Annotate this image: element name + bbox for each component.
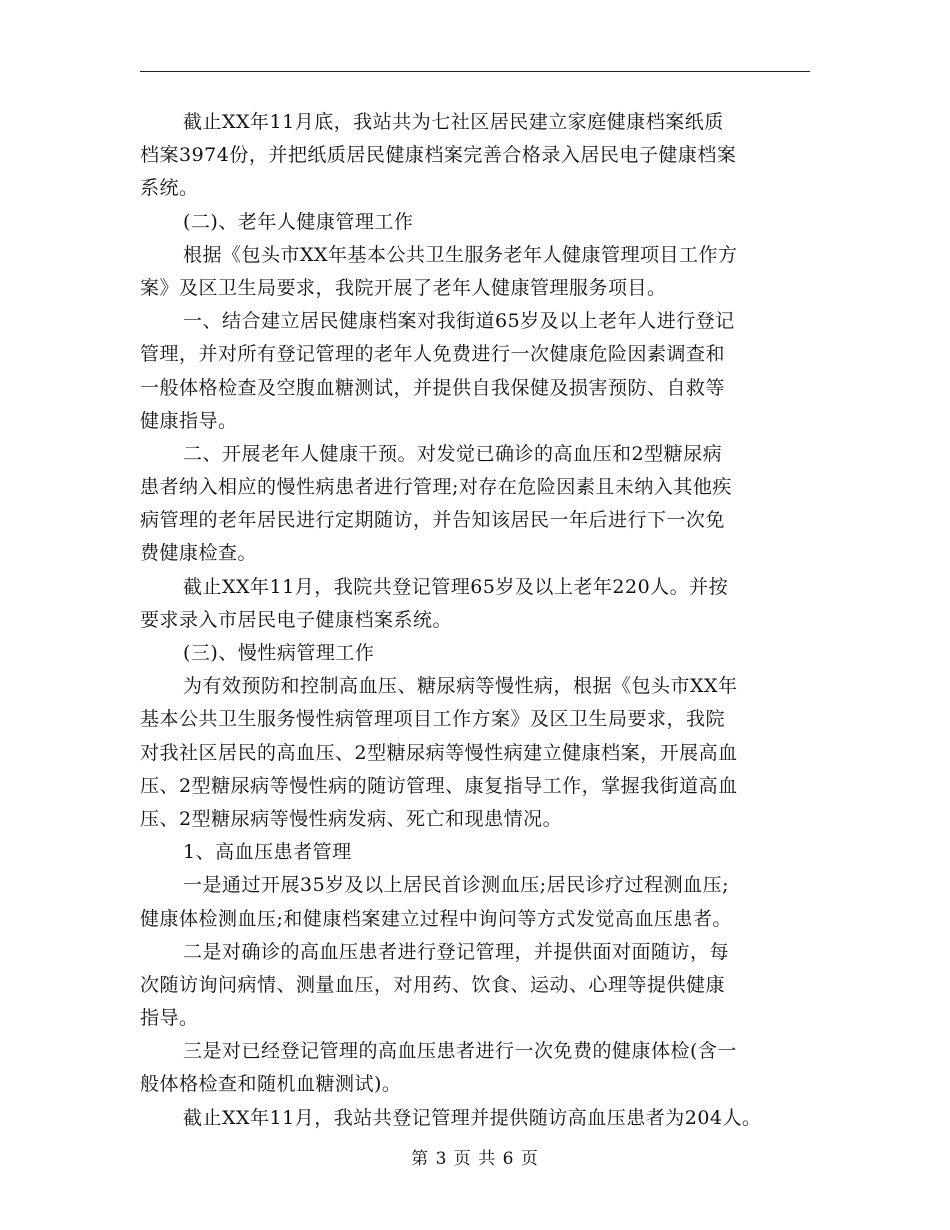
text-line: 二、开展老年人健康干预。对发觉已确诊的高血压和2型糖尿病 [183,442,723,465]
text-line: 档案3974份，并把纸质居民健康档案完善合格录入居民电子健康档案 [140,144,737,167]
text-line: (二)、老年人健康管理工作 [183,210,414,233]
text-line: 截止XX年11月底，我站共为七社区居民建立家庭健康档案纸质 [183,111,724,133]
text-line: 一是通过开展35岁及以上居民首诊测血压;居民诊疗过程测血压; [183,874,729,897]
text-line: 截止XX年11月，我站共登记管理并提供随访高血压患者为204人。 [183,1106,762,1129]
text-line: 要求录入市居民电子健康档案系统。 [140,608,453,631]
text-line: (三)、慢性病管理工作 [183,642,375,664]
text-line: 系统。 [140,177,199,200]
text-line: 1、高血压患者管理 [183,841,352,864]
text-line: 案》及区卫生局要求，我院开展了老年人健康管理服务项目。 [140,276,667,299]
text-line: 对我社区居民的高血压、2型糖尿病等慢性病建立健康档案，开展高血 [140,741,738,764]
text-line: 指导。 [140,1007,199,1030]
text-line: 基本公共卫生服务慢性病管理项目工作方案》及区卫生局要求，我院 [140,708,726,731]
text-line: 一、结合建立居民健康档案对我街道65岁及以上老年人进行登记 [183,310,735,333]
text-line: 二是对确诊的高血压患者进行登记管理，并提供面对面随访，每 [183,940,730,963]
text-line: 般体格检查和随机血糖测试)。 [140,1073,402,1096]
page-number: 第 3 页 共 6 页 [411,1149,539,1169]
text-line: 根据《包头市XX年基本公共卫生服务老年人健康管理项目工作方 [183,243,738,266]
text-line: 患者纳入相应的慢性病患者进行管理;对存在危险因素且未纳入其他疾 [140,476,732,499]
text-line: 管理，并对所有登记管理的老年人免费进行一次健康危险因素调查和 [140,343,726,366]
document-body [140,106,810,1135]
text-line: 为有效预防和控制高血压、糖尿病等慢性病，根据《包头市XX年 [183,675,738,698]
text-line: 健康指导。 [140,409,238,432]
text-line: 截止XX年11月，我院共登记管理65岁及以上老年220人。并按 [183,575,729,598]
text-line: 压、2型糖尿病等慢性病的随访管理、康复指导工作，掌握我街道高血 [140,774,738,797]
text-line: 次随访询问病情、测量血压，对用药、饮食、运动、心理等提供健康 [140,973,726,996]
text-line: 三是对已经登记管理的高血压患者进行一次免费的健康体检(含一 [183,1040,737,1063]
header-rule [140,71,810,72]
text-line: 一般体格检查及空腹血糖测试，并提供自我保健及损害预防、自救等 [140,376,726,399]
text-line: 压、2型糖尿病等慢性病发病、死亡和现患情况。 [140,807,563,830]
text-line: 费健康检查。 [140,542,258,565]
text-line: 病管理的老年居民进行定期随访，并告知该居民一年后进行下一次免 [140,509,726,532]
text-line: 健康体检测血压;和健康档案建立过程中询问等方式发觉高血压患者。 [140,907,732,930]
